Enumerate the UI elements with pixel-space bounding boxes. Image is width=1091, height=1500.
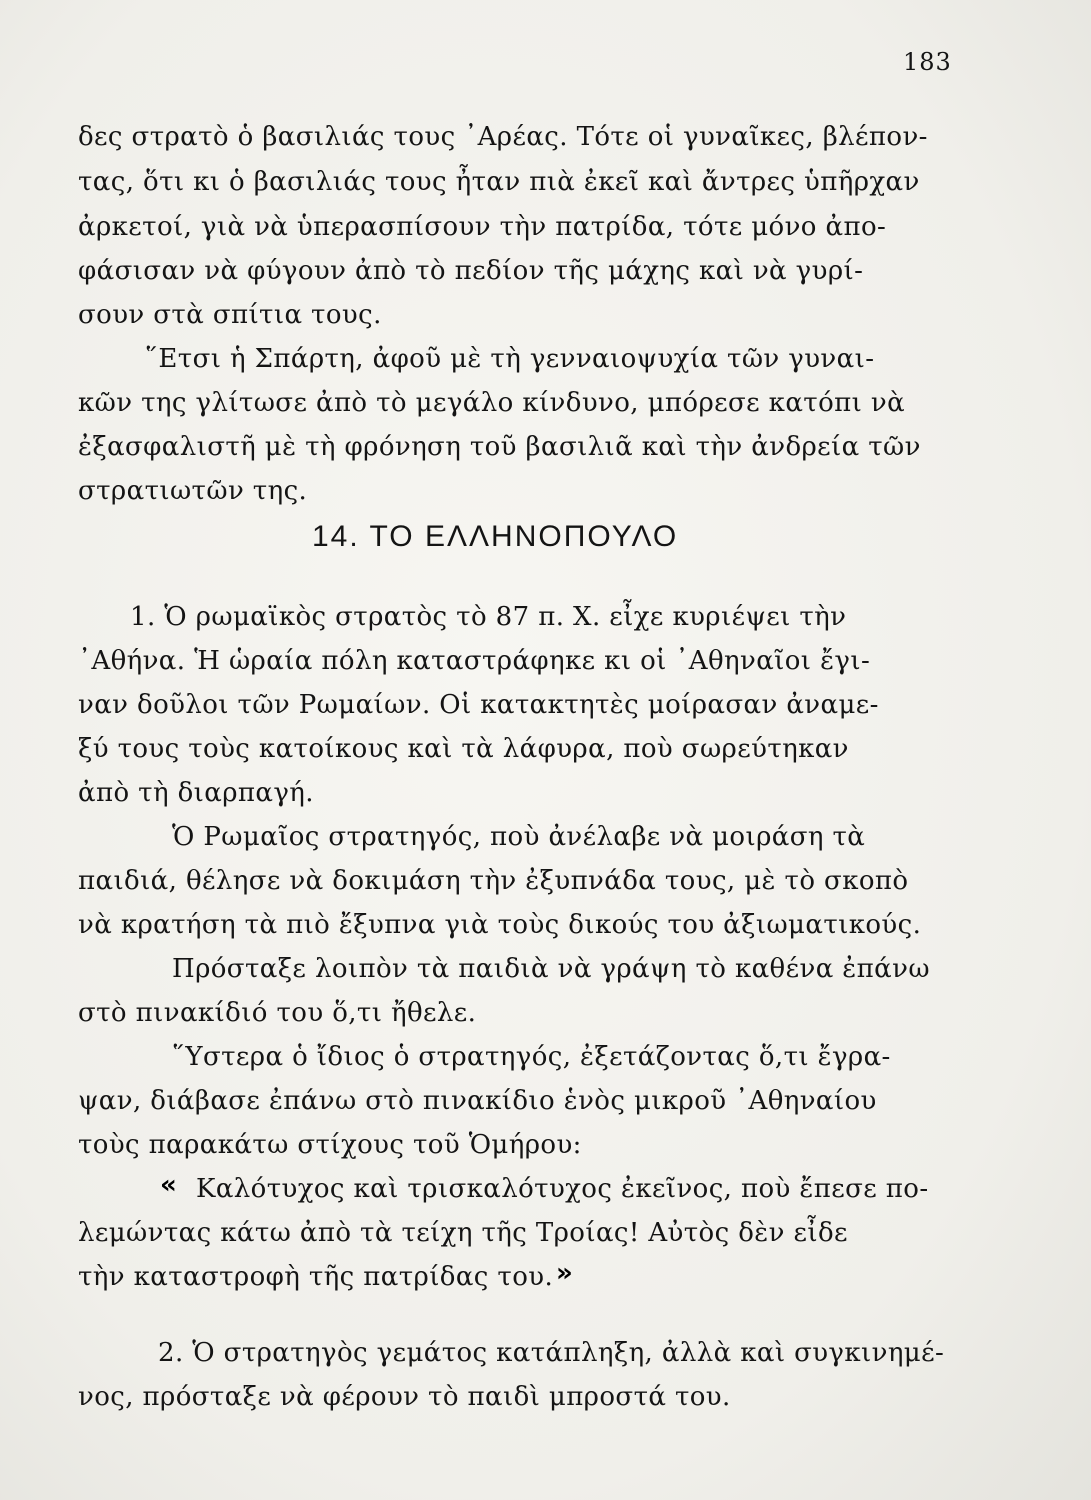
text-line: στὸ πινακίδιό του ὅ,τι ἤθελε. — [78, 998, 477, 1028]
text-line: λεμώντας κάτω ἀπὸ τὰ τείχη τῆς Τροίας! Αὐτὸς δὲν εἶδε — [78, 1218, 848, 1248]
text-line: ἀπὸ τὴ διαρπαγή. — [78, 778, 314, 808]
text-line: νος, πρόσταξε νὰ φέρουν τὸ παιδὶ μπροστά του. — [78, 1382, 731, 1412]
text-line: παιδιά, θέλησε νὰ δοκιμάση τὴν ἐξυπνάδα τους, μὲ τὸ σκοπὸ — [78, 866, 909, 896]
text-line: δες στρατὸ ὁ βασιλιάς τους ᾿Αρέας. Τότε οἱ γυναῖκες, βλέπον- — [78, 122, 928, 152]
text-line: ναν δοῦλοι τῶν Ρωμαίων. Οἱ κατακτητὲς μοίρασαν ἀναμε- — [78, 690, 879, 720]
text-line: Καλότυχος καὶ τρισκαλότυχος ἐκεῖνος, ποὺ ἔπεσε πο- — [196, 1174, 929, 1204]
text-line: 1. Ὁ ρωμαϊκὸς στρατὸς τὸ 87 π. Χ. εἶχε κυριέψει τὴν — [130, 602, 847, 632]
text-line: Πρόσταξε λοιπὸν τὰ παιδιὰ νὰ γράψη τὸ καθένα ἐπάνω — [172, 954, 930, 984]
text-line: ἀρκετοί, γιὰ νὰ ὑπερασπίσουν τὴν πατρίδα, τότε μόνο ἀπο- — [78, 212, 887, 242]
text-line: τοὺς παρακάτω στίχους τοῦ Ὁμήρου: — [78, 1130, 582, 1160]
text-line: στρατιωτῶν της. — [78, 476, 308, 506]
text-line: φάσισαν νὰ φύγουν ἀπὸ τὸ πεδίον τῆς μάχης καὶ νὰ γυρί- — [78, 256, 864, 286]
text-line: σουν στὰ σπίτια τους. — [78, 300, 382, 330]
text-line: ῞Υστερα ὁ ἴδιος ὁ στρατηγός, ἐξετάζοντας ὅ,τι ἔγρα- — [172, 1042, 891, 1072]
handwritten-quote-mark: « — [160, 1170, 177, 1200]
text-line: τας, ὅτι κι ὁ βασιλιάς τους ἦταν πιὰ ἐκεῖ καὶ ἄντρες ὑπῆρχαν — [78, 167, 920, 197]
text-line: 2. Ὁ στρατηγὸς γεμάτος κατάπληξη, ἀλλὰ καὶ συγκινημέ- — [158, 1338, 945, 1368]
text-line: ξύ τους τοὺς κατοίκους καὶ τὰ λάφυρα, ποὺ σωρεύτηκαν — [78, 734, 849, 764]
text-line: κῶν της γλίτωσε ἀπὸ τὸ μεγάλο κίνδυνο, μπόρεσε κατόπι νὰ — [78, 388, 906, 418]
text-line: ἐξασφαλιστῆ μὲ τὴ φρόνηση τοῦ βασιλιᾶ καὶ τὴν ἀνδρεία τῶν — [78, 432, 921, 462]
handwritten-quote-mark: » — [556, 1258, 573, 1288]
page-number: 183 — [903, 48, 952, 76]
section-heading: 14. ΤΟ ΕΛΛΗΝΟΠΟΥΛΟ — [312, 520, 679, 553]
text-line: νὰ κρατήση τὰ πιὸ ἔξυπνα γιὰ τοὺς δικούς του ἀξιωματικούς. — [78, 910, 922, 940]
text-line: ᾿Αθήνα. Ἡ ὡραία πόλη καταστράφηκε κι οἱ ᾿Αθηναῖοι ἔγι- — [78, 646, 871, 676]
text-line: ψαν, διάβασε ἐπάνω στὸ πινακίδιο ἑνὸς μικροῦ ᾿Αθηναίου — [78, 1086, 877, 1116]
text-line: Ὁ Ρωμαῖος στρατηγός, ποὺ ἀνέλαβε νὰ μοιράση τὰ — [172, 822, 866, 852]
text-line: ῞Ετσι ἡ Σπάρτη, ἀφοῦ μὲ τὴ γενναιοψυχία τῶν γυναι- — [145, 344, 875, 374]
text-line: τὴν καταστροφὴ τῆς πατρίδας του. — [78, 1262, 554, 1292]
